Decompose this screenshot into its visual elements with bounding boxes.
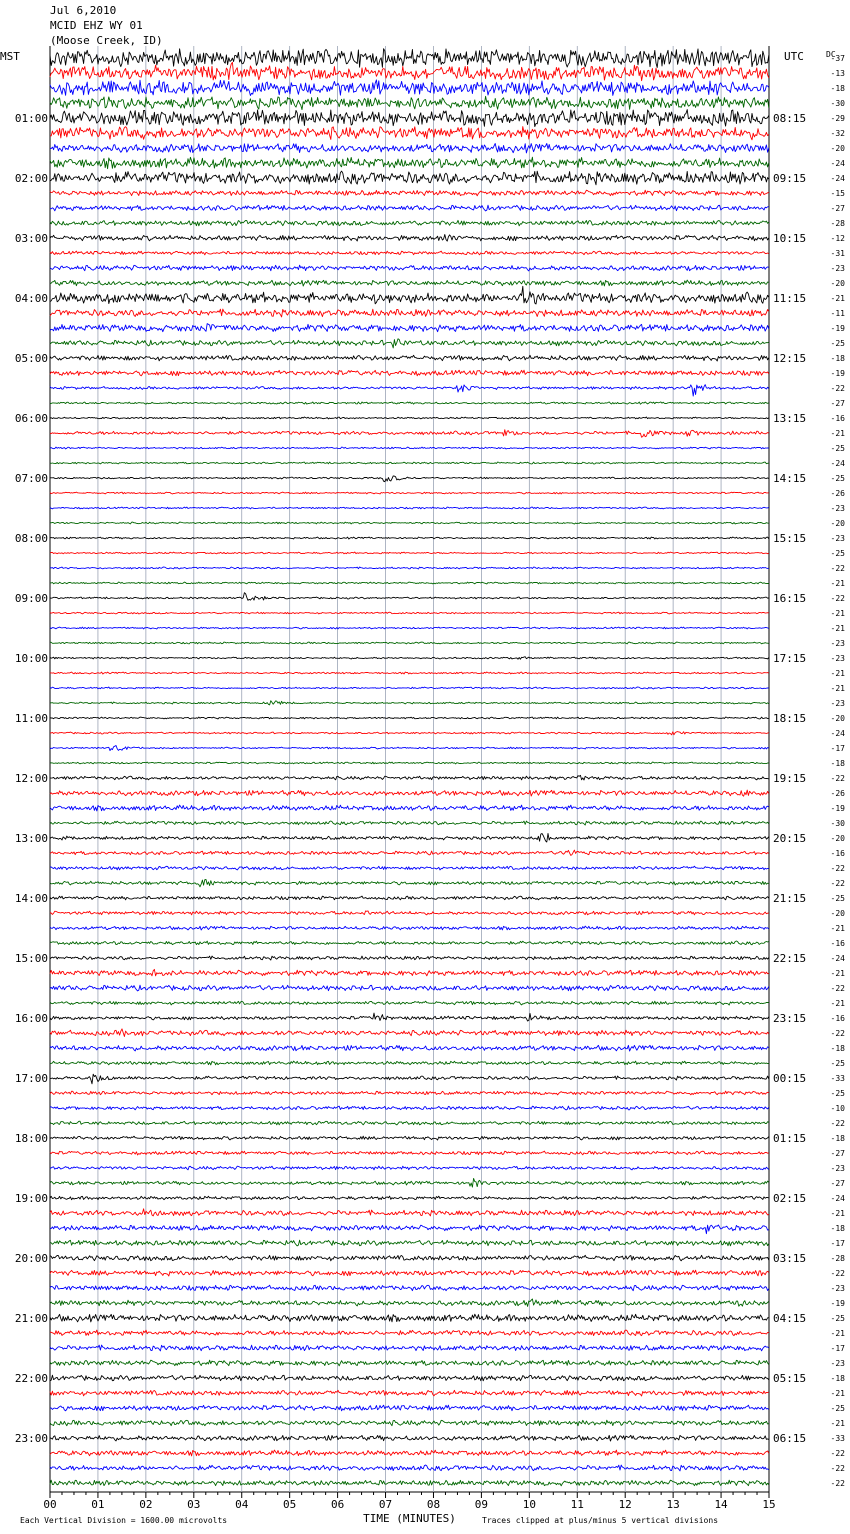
seismic-trace bbox=[50, 280, 769, 286]
dc-offset-label: -28 bbox=[830, 1254, 845, 1263]
seismic-trace bbox=[50, 985, 769, 991]
seismic-trace bbox=[50, 701, 769, 705]
seismic-trace bbox=[50, 1420, 769, 1426]
seismic-trace bbox=[50, 657, 769, 660]
station-location: (Moose Creek, ID) bbox=[50, 34, 163, 47]
x-tick-label: 10 bbox=[522, 1498, 536, 1511]
dc-offset-label: -24 bbox=[830, 1194, 845, 1203]
seismic-trace bbox=[50, 627, 769, 629]
mst-hour-label: 21:00 bbox=[14, 1312, 48, 1325]
utc-axis-label: UTC bbox=[784, 50, 804, 63]
dc-offset-label: -19 bbox=[830, 324, 845, 333]
dc-offset-label: -22 bbox=[830, 1464, 845, 1473]
dc-offset-label: -21 bbox=[830, 669, 845, 678]
dc-offset-label: -25 bbox=[830, 444, 845, 453]
dc-offset-label: -22 bbox=[830, 594, 845, 603]
seismic-trace bbox=[50, 1001, 769, 1005]
seismic-trace bbox=[50, 447, 769, 449]
utc-hour-label: 06:15 bbox=[773, 1432, 807, 1445]
seismic-trace bbox=[50, 1240, 769, 1246]
seismic-trace bbox=[50, 642, 769, 644]
utc-hour-label: 18:15 bbox=[773, 712, 807, 725]
utc-hour-label: 11:15 bbox=[773, 292, 807, 305]
seismic-trace bbox=[50, 880, 769, 887]
clip-note: Traces clipped at plus/minus 5 vertical divisions bbox=[482, 1516, 719, 1525]
dc-offset-label: -37 bbox=[830, 54, 845, 63]
dc-offset-label: -23 bbox=[830, 504, 845, 513]
dc-offset-label: -18 bbox=[830, 84, 845, 93]
seismic-trace bbox=[50, 672, 769, 674]
dc-offset-label: -15 bbox=[830, 189, 845, 198]
mst-hour-label: 12:00 bbox=[14, 772, 48, 785]
seismic-trace bbox=[50, 235, 769, 242]
dc-offset-label: -25 bbox=[830, 549, 845, 558]
dc-offset-label: -33 bbox=[830, 1434, 845, 1443]
dc-offset-label: -20 bbox=[830, 834, 845, 843]
dc-offset-label: -23 bbox=[830, 1284, 845, 1293]
dc-offset-label: -29 bbox=[830, 114, 845, 123]
seismic-trace bbox=[50, 1285, 769, 1291]
dc-label: DC bbox=[826, 50, 836, 59]
seismic-trace bbox=[50, 1299, 769, 1306]
dc-offset-label: -23 bbox=[830, 1164, 845, 1173]
utc-hour-label: 04:15 bbox=[773, 1312, 807, 1325]
seismic-trace bbox=[50, 205, 769, 211]
dc-offset-label: -11 bbox=[830, 309, 845, 318]
seismic-trace bbox=[50, 896, 769, 900]
seismic-trace bbox=[50, 171, 769, 185]
dc-offset-label: -21 bbox=[830, 1329, 845, 1338]
seismic-trace bbox=[50, 1390, 769, 1396]
mst-hour-label: 16:00 bbox=[14, 1012, 48, 1025]
seismic-trace bbox=[50, 127, 769, 140]
seismic-trace bbox=[50, 687, 769, 689]
x-tick-label: 15 bbox=[762, 1498, 776, 1511]
utc-hour-label: 23:15 bbox=[773, 1012, 807, 1025]
seismic-trace bbox=[50, 1136, 769, 1140]
seismic-trace bbox=[50, 80, 769, 96]
seismic-trace bbox=[50, 96, 769, 109]
dc-offset-label: -18 bbox=[830, 1224, 845, 1233]
dc-offset-label: -27 bbox=[830, 399, 845, 408]
seismic-trace bbox=[50, 1330, 769, 1336]
mst-hour-label: 23:00 bbox=[14, 1432, 48, 1445]
seismic-trace bbox=[50, 265, 769, 271]
mst-hour-label: 06:00 bbox=[14, 412, 48, 425]
dc-offset-label: -30 bbox=[830, 99, 845, 108]
dc-offset-label: -23 bbox=[830, 534, 845, 543]
dc-offset-label: -22 bbox=[830, 564, 845, 573]
utc-hour-label: 22:15 bbox=[773, 952, 807, 965]
utc-hour-label: 03:15 bbox=[773, 1252, 807, 1265]
seismic-trace bbox=[50, 1345, 769, 1351]
dc-offset-label: -22 bbox=[830, 879, 845, 888]
utc-hour-label: 01:15 bbox=[773, 1132, 807, 1145]
dc-offset-label: -21 bbox=[830, 624, 845, 633]
dc-offset-label: -19 bbox=[830, 804, 845, 813]
utc-hour-label: 21:15 bbox=[773, 892, 807, 905]
seismic-trace bbox=[50, 1178, 769, 1187]
dc-offset-label: -26 bbox=[830, 789, 845, 798]
dc-offset-label: -22 bbox=[830, 384, 845, 393]
dc-offset-label: -16 bbox=[830, 414, 845, 423]
dc-offset-label: -22 bbox=[830, 864, 845, 873]
seismic-trace bbox=[50, 62, 769, 80]
dc-offset-label: -32 bbox=[830, 129, 845, 138]
dc-offset-label: -25 bbox=[830, 1404, 845, 1413]
dc-offset-label: -19 bbox=[830, 369, 845, 378]
dc-offset-label: -10 bbox=[830, 1104, 845, 1113]
seismic-trace bbox=[50, 370, 769, 376]
dc-offset-label: -25 bbox=[830, 1089, 845, 1098]
x-tick-label: 03 bbox=[187, 1498, 201, 1511]
dc-offset-label: -25 bbox=[830, 474, 845, 483]
seismic-trace bbox=[50, 1209, 769, 1216]
seismic-trace bbox=[50, 1106, 769, 1110]
mst-hour-label: 08:00 bbox=[14, 532, 48, 545]
dc-offset-label: -21 bbox=[830, 999, 845, 1008]
dc-offset-label: -21 bbox=[830, 969, 845, 978]
dc-offset-label: -22 bbox=[830, 1269, 845, 1278]
seismic-trace bbox=[50, 850, 769, 855]
seismic-trace bbox=[50, 612, 769, 614]
seismic-trace bbox=[50, 762, 769, 764]
dc-offset-label: -24 bbox=[830, 159, 845, 168]
dc-offset-label: -21 bbox=[830, 609, 845, 618]
utc-hour-label: 13:15 bbox=[773, 412, 807, 425]
seismic-trace bbox=[50, 1375, 769, 1381]
seismic-trace bbox=[50, 1196, 769, 1200]
dc-offset-label: -22 bbox=[830, 774, 845, 783]
seismic-trace bbox=[50, 821, 769, 825]
seismic-trace bbox=[50, 430, 769, 438]
dc-offset-label: -24 bbox=[830, 174, 845, 183]
dc-offset-label: -23 bbox=[830, 639, 845, 648]
x-tick-label: 04 bbox=[235, 1498, 249, 1511]
utc-hour-label: 17:15 bbox=[773, 652, 807, 665]
utc-hour-label: 02:15 bbox=[773, 1192, 807, 1205]
dc-offset-label: -16 bbox=[830, 849, 845, 858]
seismic-trace bbox=[50, 339, 769, 348]
seismic-trace bbox=[50, 1061, 769, 1065]
dc-offset-label: -18 bbox=[830, 1044, 845, 1053]
seismic-trace bbox=[50, 717, 769, 719]
seismic-trace bbox=[50, 969, 769, 975]
seismic-trace bbox=[50, 355, 769, 361]
dc-offset-label: -23 bbox=[830, 264, 845, 273]
dc-offset-label: -27 bbox=[830, 1149, 845, 1158]
seismic-trace bbox=[50, 385, 769, 397]
seismic-trace bbox=[50, 1465, 769, 1471]
mst-hour-label: 15:00 bbox=[14, 952, 48, 965]
x-tick-label: 09 bbox=[474, 1498, 489, 1511]
dc-offset-label: -18 bbox=[830, 354, 845, 363]
dc-offset-label: -23 bbox=[830, 654, 845, 663]
seismic-trace bbox=[50, 49, 769, 68]
dc-offset-label: -21 bbox=[830, 1209, 845, 1218]
dc-offset-label: -21 bbox=[830, 1419, 845, 1428]
seismic-trace bbox=[50, 775, 769, 780]
mst-hour-label: 13:00 bbox=[14, 832, 48, 845]
utc-hour-label: 09:15 bbox=[773, 172, 807, 185]
seismic-trace bbox=[50, 1121, 769, 1125]
station-name: MCID EHZ WY 01 bbox=[50, 19, 143, 32]
x-tick-label: 06 bbox=[330, 1498, 345, 1511]
seismic-trace bbox=[50, 324, 769, 332]
seismic-trace bbox=[50, 1435, 769, 1441]
dc-offset-label: -25 bbox=[830, 1059, 845, 1068]
seismic-trace bbox=[50, 462, 769, 464]
seismic-trace bbox=[50, 1166, 769, 1170]
dc-offset-label: -22 bbox=[830, 1119, 845, 1128]
seismic-trace bbox=[50, 732, 769, 735]
dc-offset-label: -17 bbox=[830, 1239, 845, 1248]
seismic-trace bbox=[50, 941, 769, 945]
seismic-trace bbox=[50, 593, 769, 601]
mst-hour-label: 19:00 bbox=[14, 1192, 48, 1205]
seismic-trace bbox=[50, 1405, 769, 1411]
mst-hour-label: 04:00 bbox=[14, 292, 48, 305]
dc-offset-label: -16 bbox=[830, 1014, 845, 1023]
x-tick-label: 13 bbox=[666, 1498, 680, 1511]
dc-offset-label: -24 bbox=[830, 459, 845, 468]
dc-offset-label: -22 bbox=[830, 1449, 845, 1458]
dc-offset-label: -13 bbox=[830, 69, 845, 78]
seismic-trace bbox=[50, 1151, 769, 1155]
seismic-trace bbox=[50, 956, 769, 960]
dc-offset-label: -21 bbox=[830, 429, 845, 438]
seismic-trace bbox=[50, 1480, 769, 1486]
seismic-trace bbox=[50, 220, 769, 225]
seismic-trace bbox=[50, 251, 769, 255]
utc-hour-label: 16:15 bbox=[773, 592, 807, 605]
dc-offset-label: -16 bbox=[830, 939, 845, 948]
dc-offset-label: -22 bbox=[830, 1479, 845, 1488]
seismic-trace bbox=[50, 911, 769, 915]
seismic-trace bbox=[50, 1255, 769, 1261]
utc-hour-label: 00:15 bbox=[773, 1072, 807, 1085]
mst-axis-label: MST bbox=[0, 50, 20, 63]
seismic-trace bbox=[50, 552, 769, 554]
seismic-trace bbox=[50, 1091, 769, 1095]
seismic-trace bbox=[50, 790, 769, 796]
dc-offset-label: -18 bbox=[830, 1134, 845, 1143]
seismic-trace bbox=[50, 190, 769, 196]
seismic-trace bbox=[50, 582, 769, 584]
dc-offset-label: -17 bbox=[830, 744, 845, 753]
seismic-trace bbox=[50, 1074, 769, 1084]
seismic-trace bbox=[50, 1450, 769, 1456]
utc-hour-label: 08:15 bbox=[773, 112, 807, 125]
x-tick-label: 07 bbox=[378, 1498, 393, 1511]
dc-offset-label: -23 bbox=[830, 699, 845, 708]
dc-offset-label: -20 bbox=[830, 279, 845, 288]
dc-offset-label: -25 bbox=[830, 894, 845, 903]
seismic-trace bbox=[50, 1045, 769, 1051]
dc-offset-label: -18 bbox=[830, 1374, 845, 1383]
utc-hour-label: 12:15 bbox=[773, 352, 807, 365]
dc-offset-label: -20 bbox=[830, 519, 845, 528]
seismic-trace bbox=[50, 1270, 769, 1276]
dc-offset-label: -26 bbox=[830, 489, 845, 498]
seismic-trace bbox=[50, 1013, 769, 1021]
seismic-trace bbox=[50, 402, 769, 404]
dc-offset-label: -17 bbox=[830, 1344, 845, 1353]
seismic-trace bbox=[50, 309, 769, 317]
dc-offset-label: -21 bbox=[830, 684, 845, 693]
dc-offset-label: -22 bbox=[830, 1029, 845, 1038]
dc-offset-label: -24 bbox=[830, 729, 845, 738]
seismic-trace bbox=[50, 144, 769, 153]
mst-hour-label: 22:00 bbox=[14, 1372, 48, 1385]
x-axis-label: TIME (MINUTES) bbox=[363, 1512, 456, 1525]
seismic-trace bbox=[50, 476, 769, 482]
seismic-trace bbox=[50, 805, 769, 811]
utc-hour-label: 10:15 bbox=[773, 232, 807, 245]
dc-offset-label: -25 bbox=[830, 339, 845, 348]
seismic-trace bbox=[50, 537, 769, 539]
seismic-trace bbox=[50, 522, 769, 524]
mst-hour-label: 05:00 bbox=[14, 352, 48, 365]
utc-hour-label: 05:15 bbox=[773, 1372, 807, 1385]
dc-offset-label: -20 bbox=[830, 144, 845, 153]
utc-hour-label: 20:15 bbox=[773, 832, 807, 845]
dc-offset-label: -18 bbox=[830, 759, 845, 768]
x-tick-label: 11 bbox=[570, 1498, 584, 1511]
dc-offset-label: -20 bbox=[830, 909, 845, 918]
seismic-trace bbox=[50, 492, 769, 494]
x-tick-label: 01 bbox=[91, 1498, 105, 1511]
dc-offset-label: -21 bbox=[830, 924, 845, 933]
mst-hour-label: 03:00 bbox=[14, 232, 48, 245]
mst-hour-label: 18:00 bbox=[14, 1132, 48, 1145]
seismic-trace bbox=[50, 157, 769, 169]
seismic-trace bbox=[50, 926, 769, 930]
seismic-trace bbox=[50, 1029, 769, 1037]
dc-offset-label: -20 bbox=[830, 714, 845, 723]
dc-offset-label: -24 bbox=[830, 954, 845, 963]
mst-hour-label: 20:00 bbox=[14, 1252, 48, 1265]
seismic-trace bbox=[50, 110, 769, 127]
scale-note: Each Vertical Division = 1600.00 microvolts bbox=[20, 1516, 228, 1525]
x-tick-label: 12 bbox=[618, 1498, 632, 1511]
dc-offset-label: -22 bbox=[830, 984, 845, 993]
mst-hour-label: 01:00 bbox=[14, 112, 48, 125]
dc-offset-label: -27 bbox=[830, 204, 845, 213]
dc-offset-label: -31 bbox=[830, 249, 845, 258]
dc-offset-label: -33 bbox=[830, 1074, 845, 1083]
utc-hour-label: 19:15 bbox=[773, 772, 807, 785]
seismic-trace bbox=[50, 746, 769, 751]
x-tick-label: 00 bbox=[43, 1498, 57, 1511]
mst-hour-label: 11:00 bbox=[14, 712, 48, 725]
mst-hour-label: 14:00 bbox=[14, 892, 48, 905]
mst-hour-label: 10:00 bbox=[14, 652, 48, 665]
seismic-trace bbox=[50, 1360, 769, 1366]
x-tick-label: 08 bbox=[426, 1498, 441, 1511]
mst-hour-label: 02:00 bbox=[14, 172, 48, 185]
mst-hour-label: 17:00 bbox=[14, 1072, 48, 1085]
x-tick-label: 02 bbox=[139, 1498, 153, 1511]
dc-offset-label: -25 bbox=[830, 1314, 845, 1323]
dc-offset-label: -28 bbox=[830, 219, 845, 228]
seismic-trace bbox=[50, 507, 769, 509]
seismic-trace bbox=[50, 1225, 769, 1234]
seismic-trace bbox=[50, 567, 769, 569]
dc-offset-label: -23 bbox=[830, 1359, 845, 1368]
dc-offset-label: -30 bbox=[830, 819, 845, 828]
utc-hour-label: 14:15 bbox=[773, 472, 807, 485]
plot-date: Jul 6,2010 bbox=[50, 4, 117, 17]
dc-offset-label: -27 bbox=[830, 1179, 845, 1188]
dc-offset-label: -19 bbox=[830, 1299, 845, 1308]
seismic-trace bbox=[50, 417, 769, 419]
dc-offset-label: -21 bbox=[830, 294, 845, 303]
seismic-trace bbox=[50, 286, 769, 304]
seismic-trace bbox=[50, 1314, 769, 1322]
seismic-trace bbox=[50, 833, 769, 842]
mst-hour-label: 07:00 bbox=[14, 472, 48, 485]
seismic-trace bbox=[50, 866, 769, 870]
dc-offset-label: -21 bbox=[830, 579, 845, 588]
utc-hour-label: 15:15 bbox=[773, 532, 807, 545]
mst-hour-label: 09:00 bbox=[14, 592, 48, 605]
dc-offset-label: -21 bbox=[830, 1389, 845, 1398]
dc-offset-label: -12 bbox=[830, 234, 845, 243]
x-tick-label: 14 bbox=[714, 1498, 728, 1511]
x-tick-label: 05 bbox=[283, 1498, 297, 1511]
